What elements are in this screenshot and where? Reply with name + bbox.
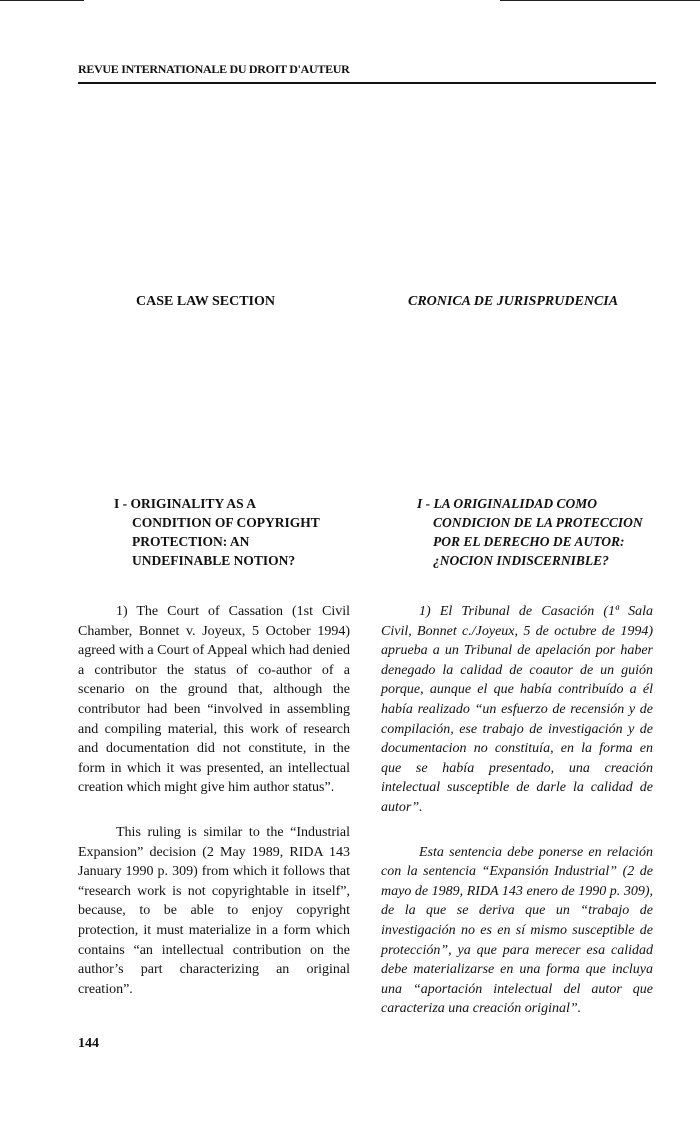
- spanish-heading: [381, 494, 653, 570]
- spanish-column: [381, 494, 653, 1019]
- spanish-paragraph-1: 1) El Tribunal de Casación (1ª Sala Civil, Bonnet c./Joyeux, 5 de octubre de 1994) aprueba a un Tribunal de apelación por haber denegado la calidad de coautor de un guión porque, aunque el que había contribuído a él había realizado “un esfuerzo de recensión y de compilación, ese trabajo de investigación y de documentacion no constituía, en la forma en que se había presentado, una creación intelectual susceptible de darle la calidad de autor”.: [381, 604, 653, 815]
- top-edge-rule-right: [500, 0, 700, 1]
- english-paragraph-1: 1) The Court of Cassation (1st Civil Chamber, Bonnet v. Joyeux, 5 October 1994) agreed with a Court of Appeal which had denied a contributor the status of co-author of a scenario on the ground that, although the contributor had been “involved in assembling and compiling material, this work of research and documentation did not constitute, in the form in which it was presented, an intellectual creation which might give him author status”.: [78, 604, 350, 796]
- heading-line: POR EL DERECHO DE AUTOR:: [433, 534, 625, 549]
- english-heading: [78, 494, 350, 570]
- section-title-english: CASE LAW SECTION: [136, 294, 276, 309]
- english-paragraph-2: This ruling is similar to the “Industrial Expansion” decision (2 May 1989, RIDA 143 January 1990 p. 309) from which it follows that “research work is not copyrightable in itself”, because, to be able to enjoy copyright protection, it must materialize in a form which contains “an intellectual contribution on the author’s part characterizing an original creation”.: [78, 824, 350, 997]
- heading-line: UNDEFINABLE NOTION?: [132, 553, 296, 568]
- top-edge-rule-left: [0, 0, 84, 1]
- heading-line: I - LA ORIGINALIDAD COMO: [417, 496, 598, 511]
- heading-line: PROTECTION: AN: [132, 534, 250, 549]
- english-column: [78, 494, 350, 999]
- section-title-spanish: CRONICA DE JURISPRUDENCIA: [408, 294, 619, 309]
- spanish-paragraph-2: Esta sentencia debe ponerse en relación con la sentencia “Expansión Industrial” (2 de mayo de 1989, RIDA 143 enero de 1990 p. 309), de la que se deriva que un “trabajo de investigación no es en sí mismo susceptible de protección”, ya que para merecer esa calidad debe materializarse en una forma que incluya una “aportación intelectual del autor que caracteriza una creación original”.: [381, 844, 653, 1017]
- running-header: REVUE INTERNATIONALE DU DROIT D'AUTEUR: [78, 62, 350, 76]
- heading-line: I - ORIGINALITY AS A: [114, 496, 257, 511]
- heading-line: CONDITION OF COPYRIGHT: [132, 515, 320, 530]
- header-rule: [78, 82, 656, 84]
- heading-line: CONDICION DE LA PROTECCION: [433, 515, 643, 530]
- heading-line: ¿NOCION INDISCERNIBLE?: [433, 553, 609, 568]
- page-number: 144: [78, 1036, 99, 1051]
